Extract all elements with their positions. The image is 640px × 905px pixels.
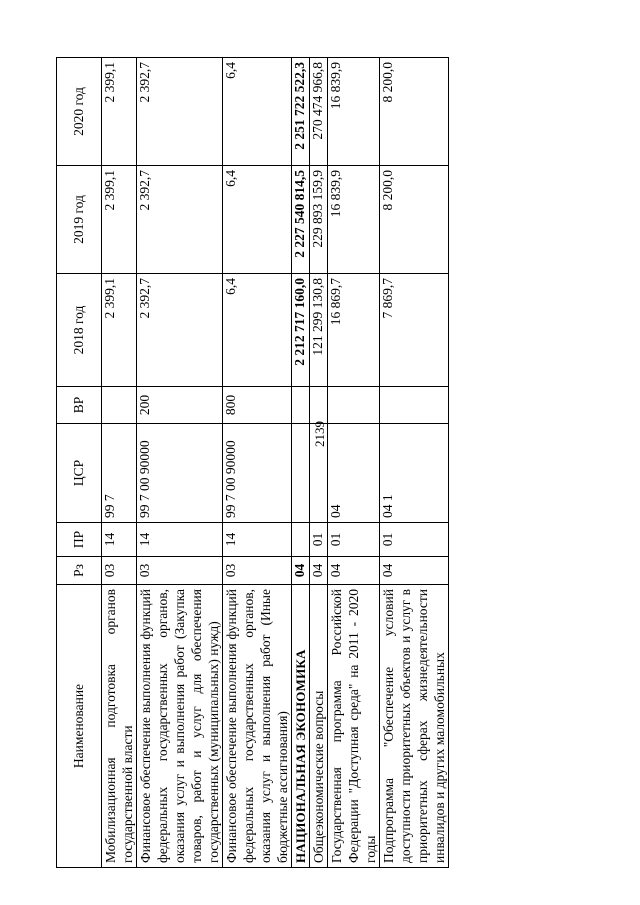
- row-pr: 14: [102, 523, 137, 557]
- row-2018: 121 299 130,8: [310, 274, 328, 387]
- header-name: Наименование: [57, 585, 102, 868]
- row-rz: 03: [137, 557, 223, 585]
- row-2020: 2 392,7: [137, 58, 223, 166]
- row-name: НАЦИОНАЛЬНАЯ ЭКОНОМИКА: [292, 585, 310, 868]
- row-rz: 04: [380, 557, 449, 585]
- row-name: Мобилизационная подготовка органов государственной власти: [102, 585, 137, 868]
- row-vr: [292, 387, 310, 424]
- header-vr: ВР: [57, 387, 102, 424]
- row-vr: 800: [223, 387, 292, 424]
- row-name: Финансовое обеспечение выполнения функций федеральных государственных органов, оказания услуг и выполнения работ (Закупка товаров, работ и услуг для обеспечения государственных (муниципальных) нужд): [137, 585, 223, 868]
- row-csr: 99 7 00 90000: [137, 424, 223, 523]
- row-rz: 04: [292, 557, 310, 585]
- row-pr: [292, 523, 310, 557]
- row-2018: 2 212 717 160,0: [292, 274, 310, 387]
- row-csr: 99 7 00 90000: [223, 424, 292, 523]
- row-2019: 8 200,0: [380, 166, 449, 274]
- row-csr: 04 1: [380, 424, 449, 523]
- row-name: Подпрограмма "Обеспечение условий доступности приоритетных объектов и услуг в приоритетных сферах жизнедеятельности инвалидов и других маломобильных: [380, 585, 449, 868]
- row-rz: 03: [102, 557, 137, 585]
- row-name: Общеэкономические вопросы: [310, 585, 328, 868]
- row-csr: [292, 424, 310, 523]
- row-vr: [102, 387, 137, 424]
- row-name: Финансовое обеспечение выполнения функций федеральных государственных органов, оказания услуг и выполнения работ (Иные бюджетные ассигнования): [223, 585, 292, 868]
- page-number: 2139: [312, 421, 327, 447]
- row-pr: 01: [310, 523, 328, 557]
- row-rz: 03: [223, 557, 292, 585]
- row-2020: 6,4: [223, 58, 292, 166]
- row-pr: 01: [328, 523, 380, 557]
- row-vr: [310, 387, 328, 424]
- header-csr: ЦСР: [57, 424, 102, 523]
- row-rz: 04: [310, 557, 328, 585]
- table-row: [328, 58, 380, 868]
- row-2020: 2 251 722 522,3: [292, 58, 310, 166]
- row-2019: 2 392,7: [137, 166, 223, 274]
- row-2018: 16 869,7: [328, 274, 380, 387]
- row-pr: 14: [223, 523, 292, 557]
- row-pr: 14: [137, 523, 223, 557]
- row-rz: 04: [328, 557, 380, 585]
- row-2019: 6,4: [223, 166, 292, 274]
- header-2019: 2019 год: [57, 166, 102, 274]
- budget-table: [56, 57, 449, 868]
- table-row: [380, 58, 449, 868]
- row-vr: [380, 387, 449, 424]
- row-name: Государственная программа Российской Федерации "Доступная среда" на 2011 - 2020 годы: [328, 585, 380, 868]
- row-2019: 2 399,1: [102, 166, 137, 274]
- row-2020: 270 474 966,8: [310, 58, 328, 166]
- row-2020: 16 839,9: [328, 58, 380, 166]
- header-pr: ПР: [57, 523, 102, 557]
- row-2018: 2 392,7: [137, 274, 223, 387]
- header-2020: 2020 год: [57, 58, 102, 166]
- table-row: [102, 58, 137, 868]
- row-2019: 16 839,9: [328, 166, 380, 274]
- table-row-section: [292, 58, 310, 868]
- row-vr: [328, 387, 380, 424]
- row-2020: 8 200,0: [380, 58, 449, 166]
- row-csr: [310, 424, 328, 523]
- row-2020: 2 399,1: [102, 58, 137, 166]
- header-rz: Рз: [57, 557, 102, 585]
- table-row: [137, 58, 223, 868]
- row-2018: 2 399,1: [102, 274, 137, 387]
- table-row: [223, 58, 292, 868]
- budget-table-rotated: [56, 58, 578, 868]
- row-2018: 6,4: [223, 274, 292, 387]
- row-csr: 99 7: [102, 424, 137, 523]
- header-2018: 2018 год: [57, 274, 102, 387]
- row-2019: 229 893 159,9: [310, 166, 328, 274]
- table-row: [310, 58, 328, 868]
- row-pr: 01: [380, 523, 449, 557]
- row-2018: 7 869,7: [380, 274, 449, 387]
- header-row: [57, 58, 102, 868]
- row-vr: 200: [137, 387, 223, 424]
- row-csr: 04: [328, 424, 380, 523]
- row-2019: 2 227 540 814,5: [292, 166, 310, 274]
